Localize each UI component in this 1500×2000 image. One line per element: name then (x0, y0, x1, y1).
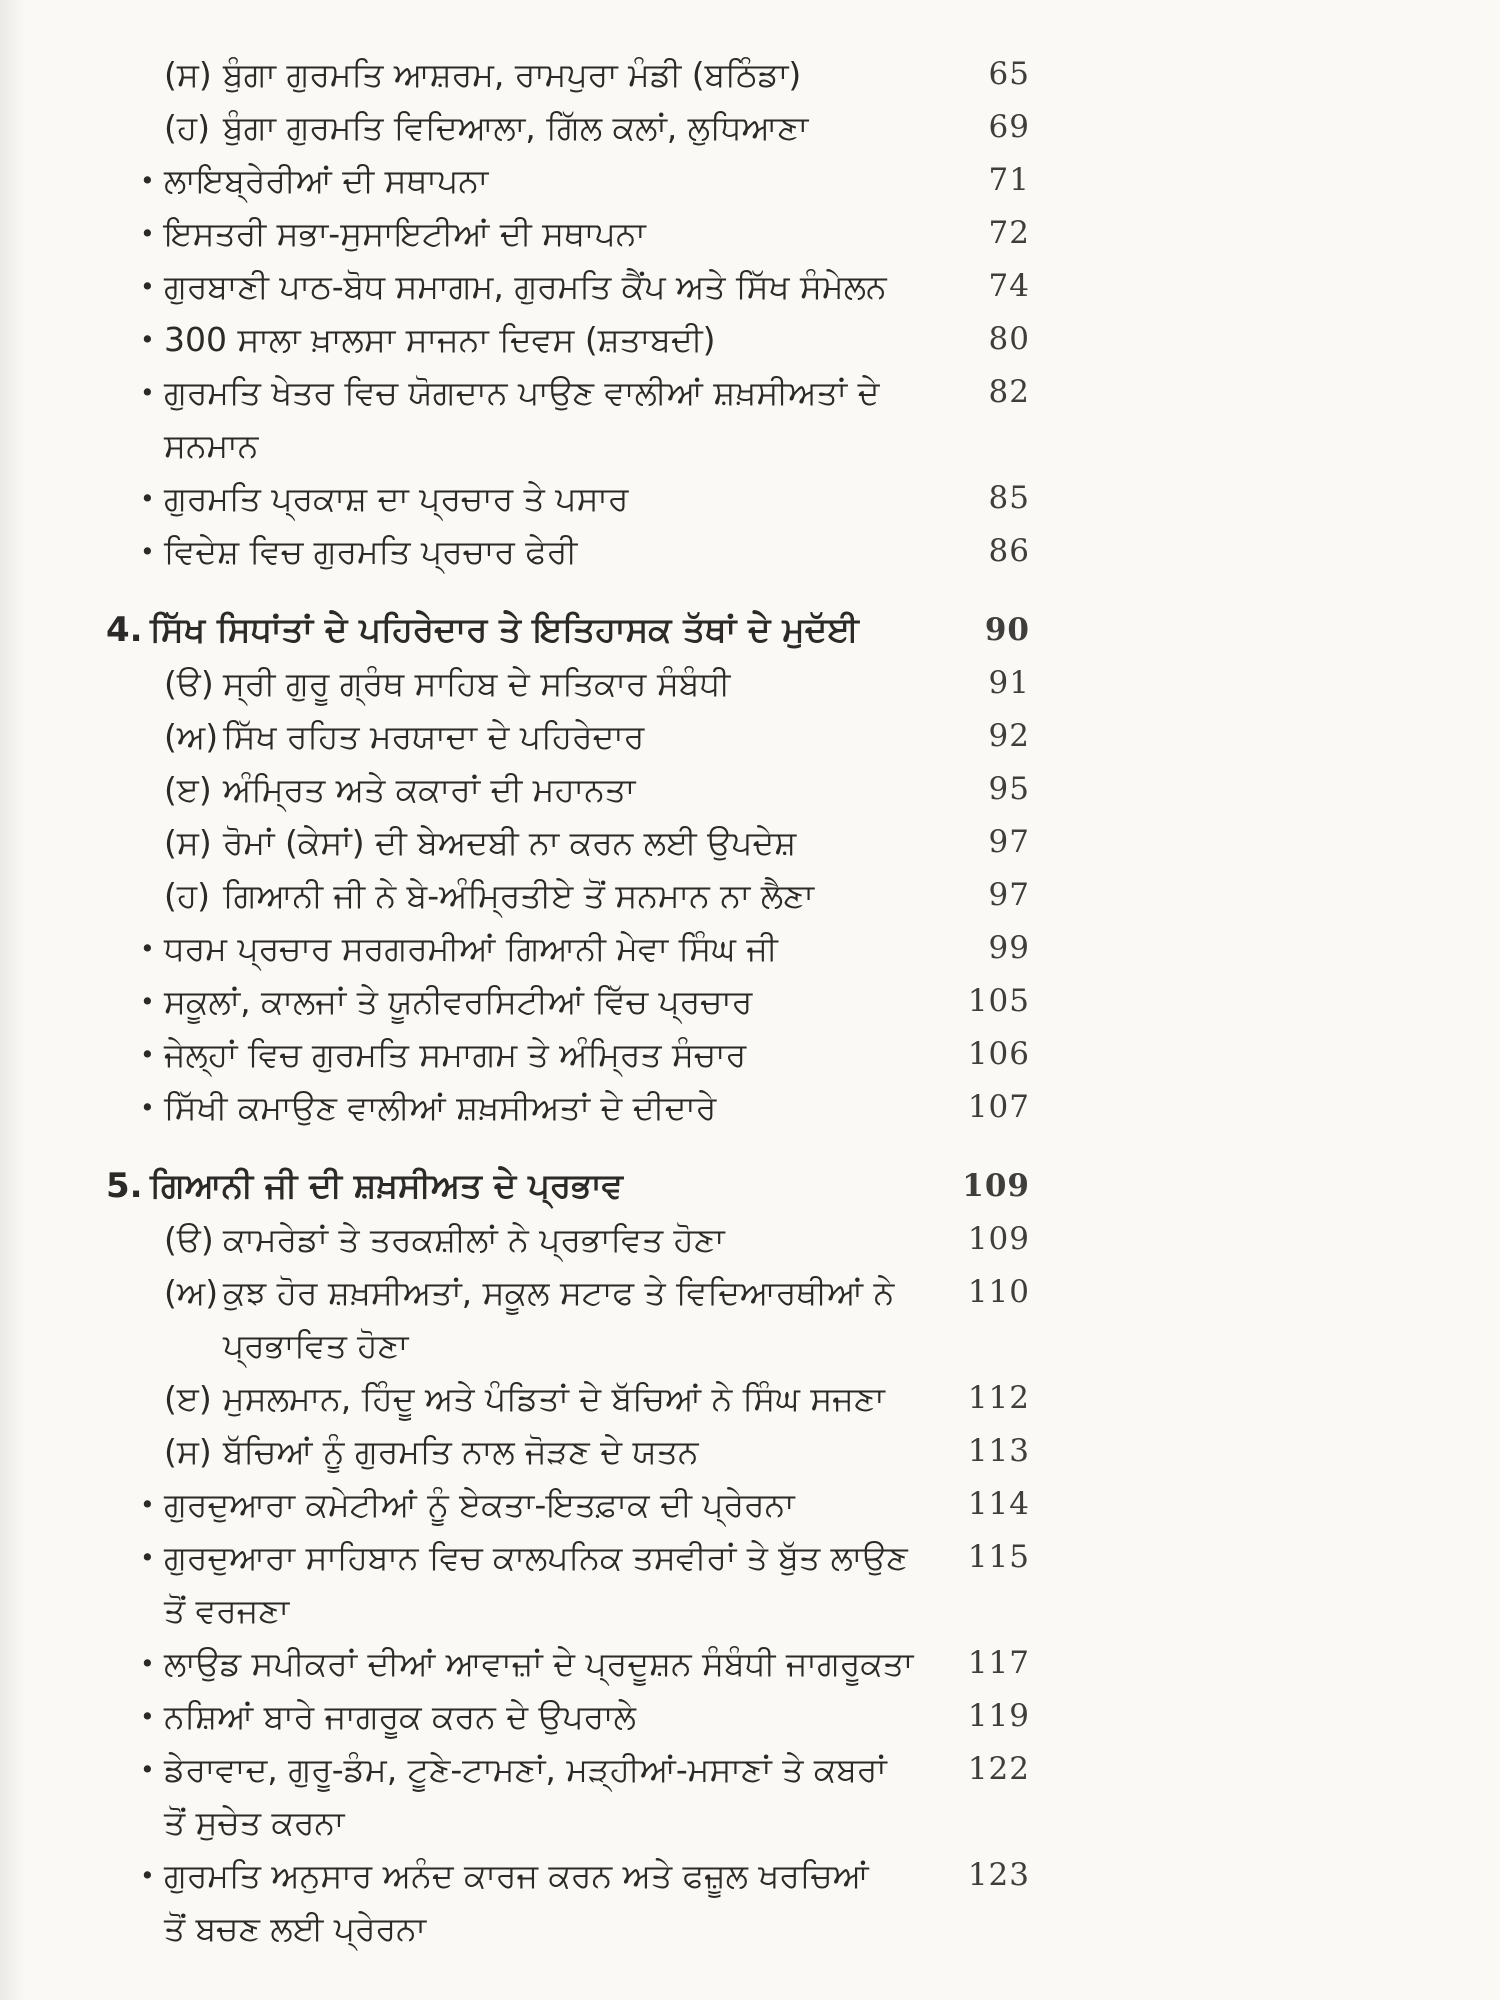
toc-item (106, 207, 1030, 260)
toc-item (106, 1849, 1030, 1955)
toc-item-page-number: 123 (967, 1857, 1030, 1893)
toc-item (106, 1743, 1030, 1849)
toc-item-page-number: 97 (988, 824, 1030, 860)
toc-item-page-number: 69 (988, 109, 1030, 145)
toc-item-title: ਗਿਆਨੀ ਜੀ ਨੇ ਬੇ-ਅੰਮ੍ਰਿਤੀਏ ਤੋਂ ਸਨਮਾਨ ਨਾ ਲੈਣਾ (223, 876, 815, 915)
toc-item-title-continuation: ਤੋਂ ਵਰਜਣਾ (164, 1591, 290, 1630)
bullet-icon: • (140, 537, 155, 566)
toc-item-title: ਸਿੱਖੀ ਕਮਾਉਣ ਵਾਲੀਆਂ ਸ਼ਖ਼ਸੀਅਤਾਂ ਦੇ ਦੀਦਾਰੇ (164, 1088, 717, 1127)
toc-item-marker: (ਸ) (164, 823, 212, 862)
toc-item-page-number: 122 (967, 1751, 1030, 1787)
bullet-icon: • (140, 1861, 155, 1890)
toc-item-page-number: 112 (967, 1380, 1030, 1416)
toc-item-title: ਸ੍ਰੀ ਗੁਰੂ ਗ੍ਰੰਥ ਸਾਹਿਬ ਦੇ ਸਤਿਕਾਰ ਸੰਬੰਧੀ (223, 664, 731, 703)
toc-item-title: ਬੁੰਗਾ ਗੁਰਮਤਿ ਆਸ਼ਰਮ, ਰਾਮਪੁਰਾ ਮੰਡੀ (ਬਠਿੰਡਾ) (223, 55, 802, 94)
toc-item-title: ਸਿੱਖ ਰਹਿਤ ਮਰਯਾਦਾ ਦੇ ਪਹਿਰੇਦਾਰ (223, 717, 645, 756)
toc-item-page-number: 71 (988, 162, 1030, 198)
bullet-icon: • (140, 1702, 155, 1731)
bullet-icon: • (140, 1040, 155, 1069)
toc-item-page-number: 90 (984, 612, 1030, 648)
toc-item-page-number: 91 (988, 665, 1030, 701)
toc-item (106, 525, 1030, 578)
toc-item-page-number: 109 (962, 1168, 1030, 1204)
toc-item-page-number: 117 (967, 1645, 1030, 1681)
bullet-icon: • (140, 272, 155, 301)
toc-item-page-number: 119 (967, 1698, 1030, 1734)
toc-item-marker: 5. (106, 1166, 143, 1206)
toc-item (106, 1478, 1030, 1531)
toc-item-page-number: 95 (988, 771, 1030, 807)
bullet-icon: • (140, 378, 155, 407)
toc-item-marker: (ਹ) (164, 108, 211, 147)
toc-item (106, 1531, 1030, 1637)
toc-item (106, 975, 1030, 1028)
toc-section-heading (106, 1160, 1030, 1213)
toc-item (106, 1028, 1030, 1081)
toc-item-title: ਗੁਰਦੁਆਰਾ ਕਮੇਟੀਆਂ ਨੂੰ ਏਕਤਾ-ਇਤਫ਼ਾਕ ਦੀ ਪ੍ਰੇਰਨਾ (164, 1485, 795, 1524)
toc-item-title: ਨਸ਼ਿਆਂ ਬਾਰੇ ਜਾਗਰੂਕ ਕਰਨ ਦੇ ਉਪਰਾਲੇ (164, 1697, 636, 1736)
toc-item-page-number: 85 (988, 480, 1030, 516)
toc-item-page-number: 105 (967, 983, 1030, 1019)
toc-item-title: ਅੰਮ੍ਰਿਤ ਅਤੇ ਕਕਾਰਾਂ ਦੀ ਮਹਾਨਤਾ (223, 770, 636, 809)
bullet-icon: • (140, 166, 155, 195)
bullet-icon: • (140, 1649, 155, 1678)
toc-item-marker: (ਸ) (164, 1432, 212, 1471)
toc-item-title: ਰੋਮਾਂ (ਕੇਸਾਂ) ਦੀ ਬੇਅਦਬੀ ਨਾ ਕਰਨ ਲਈ ਉਪਦੇਸ਼ (223, 823, 797, 862)
toc-item (106, 1081, 1030, 1134)
toc-item (106, 1637, 1030, 1690)
toc-item-title: ਮੁਸਲਮਾਨ, ਹਿੰਦੂ ਅਤੇ ਪੰਡਿਤਾਂ ਦੇ ਬੱਚਿਆਂ ਨੇ ਸਿੰਘ ਸਜਣਾ (223, 1379, 885, 1418)
toc-item-title: 300 ਸਾਲਾ ਖ਼ਾਲਸਾ ਸਾਜਨਾ ਦਿਵਸ (ਸ਼ਤਾਬਦੀ) (164, 320, 716, 359)
bullet-icon: • (140, 484, 155, 513)
toc-item (106, 313, 1030, 366)
toc-item-title: ਡੇਰਾਵਾਦ, ਗੁਰੂ-ਡੰਮ, ਟੂਣੇ-ਟਾਮਣਾਂ, ਮੜ੍ਹੀਆਂ-ਮਸਾਣਾਂ ਤੇ ਕਬਰਾਂ ਤੋਂ ਸੁਚੇਤ ਕਰਨਾ (164, 1743, 942, 1849)
toc-item-marker: (ਅ) (164, 717, 219, 756)
toc-item-page-number: 82 (988, 374, 1030, 410)
toc-item-marker: (ਅ) (164, 1273, 219, 1312)
toc-item-title: ਲਾਉਡ ਸਪੀਕਰਾਂ ਦੀਆਂ ਆਵਾਜ਼ਾਂ ਦੇ ਪ੍ਰਦੂਸ਼ਨ ਸੰਬੰਧੀ ਜਾਗਰੂਕਤਾ (164, 1644, 914, 1683)
toc-item (106, 48, 1030, 101)
toc-item-page-number: 80 (988, 321, 1030, 357)
toc-item-page-number: 74 (988, 268, 1030, 304)
toc-item-title: ਗਿਆਨੀ ਜੀ ਦੀ ਸ਼ਖ਼ਸੀਅਤ ਦੇ ਪ੍ਰਭਾਵ (150, 1166, 623, 1206)
toc-item (106, 763, 1030, 816)
toc-item-title: ਸਿੱਖ ਸਿਧਾਂਤਾਂ ਦੇ ਪਹਿਰੇਦਾਰ ਤੇ ਇਤਿਹਾਸਕ ਤੱਥਾਂ ਦੇ ਮੁਦੱਈ (150, 610, 859, 650)
toc-item-title: ਲਾਇਬ੍ਰੇਰੀਆਂ ਦੀ ਸਥਾਪਨਾ (164, 161, 489, 200)
toc-item (106, 710, 1030, 763)
toc-item-title-continuation: ਤੋਂ ਸੁਚੇਤ ਕਰਨਾ (164, 1803, 345, 1842)
toc-item-marker: 4. (106, 610, 143, 650)
toc-list (106, 48, 1030, 1955)
toc-item-page-number: 99 (988, 930, 1030, 966)
toc-item-page-number: 110 (967, 1274, 1030, 1310)
toc-item-page-number: 97 (988, 877, 1030, 913)
toc-item-page-number: 106 (967, 1036, 1030, 1072)
toc-item-page-number: 114 (967, 1486, 1030, 1522)
toc-item-title: ਕੁਝ ਹੋਰ ਸ਼ਖ਼ਸੀਅਤਾਂ, ਸਕੂਲ ਸਟਾਫ ਤੇ ਵਿਦਿਆਰਥੀਆਂ ਨੇ ਪ੍ਰਭਾਵਿਤ ਹੋਣਾ (223, 1266, 942, 1372)
toc-item-title: ਗੁਰਮਤਿ ਖੇਤਰ ਵਿਚ ਯੋਗਦਾਨ ਪਾਉਣ ਵਾਲੀਆਂ ਸ਼ਖ਼ਸੀਅਤਾਂ ਦੇ ਸਨਮਾਨ (164, 373, 880, 465)
toc-item-title: ਜੇਲ੍ਹਾਂ ਵਿਚ ਗੁਰਮਤਿ ਸਮਾਗਮ ਤੇ ਅੰਮ੍ਰਿਤ ਸੰਚਾਰ (164, 1035, 747, 1074)
toc-item-title: ਬੁੰਗਾ ਗੁਰਮਤਿ ਵਿਦਿਆਲਾ, ਗਿੱਲ ਕਲਾਂ, ਲੁਧਿਆਣਾ (223, 108, 809, 147)
toc-item-title: ਵਿਦੇਸ਼ ਵਿਚ ਗੁਰਮਤਿ ਪ੍ਰਚਾਰ ਫੇਰੀ (164, 532, 578, 571)
toc-item-title: ਸਕੂਲਾਂ, ਕਾਲਜਾਂ ਤੇ ਯੂਨੀਵਰਸਿਟੀਆਂ ਵਿੱਚ ਪ੍ਰਚਾਰ (164, 982, 753, 1021)
toc-item-title: ਗੁਰਦੁਆਰਾ ਸਾਹਿਬਾਨ ਵਿਚ ਕਾਲਪਨਿਕ ਤਸਵੀਰਾਂ ਤੇ ਬੁੱਤ ਲਾਉਣ ਤੋਂ ਵਰਜਣਾ (164, 1531, 942, 1637)
bullet-icon: • (140, 1543, 155, 1572)
toc-item (106, 101, 1030, 154)
toc-item-page-number: 113 (967, 1433, 1030, 1469)
toc-item-page-number: 107 (967, 1089, 1030, 1125)
bullet-icon: • (140, 1093, 155, 1122)
toc-item (106, 657, 1030, 710)
toc-item (106, 154, 1030, 207)
toc-item (106, 472, 1030, 525)
toc-item-marker: (ੳ) (164, 664, 214, 703)
toc-item (106, 922, 1030, 975)
toc-item (106, 260, 1030, 313)
toc-item (106, 1213, 1030, 1266)
toc-item-page-number: 72 (988, 215, 1030, 251)
toc-item (106, 816, 1030, 869)
toc-item-page-number: 92 (988, 718, 1030, 754)
toc-item-title: ਗੁਰਬਾਣੀ ਪਾਠ-ਬੋਧ ਸਮਾਗਮ, ਗੁਰਮਤਿ ਕੈਂਪ ਅਤੇ ਸਿੱਖ ਸੰਮੇਲਨ (164, 267, 887, 306)
toc-item-page-number: 65 (988, 56, 1030, 92)
toc-item (106, 1425, 1030, 1478)
toc-item (106, 366, 1030, 472)
toc-item (106, 869, 1030, 922)
toc-item-title: ਇਸਤਰੀ ਸਭਾ-ਸੁਸਾਇਟੀਆਂ ਦੀ ਸਥਾਪਨਾ (164, 214, 646, 253)
bullet-icon: • (140, 1755, 155, 1784)
toc-item-marker: (ੲ) (164, 770, 212, 809)
toc-item-page-number: 86 (988, 533, 1030, 569)
toc-item-title-continuation: ਪ੍ਰਭਾਵਿਤ ਹੋਣਾ (223, 1326, 409, 1365)
toc-section-heading (106, 604, 1030, 657)
toc-item-page-number: 109 (967, 1221, 1030, 1257)
toc-item-title: ਕਾਮਰੇਡਾਂ ਤੇ ਤਰਕਸ਼ੀਲਾਂ ਨੇ ਪ੍ਰਭਾਵਿਤ ਹੋਣਾ (223, 1220, 725, 1259)
toc-item-page-number: 115 (967, 1539, 1030, 1575)
toc-item-title-continuation: ਤੋਂ ਬਚਣ ਲਈ ਪ੍ਰੇਰਨਾ (164, 1909, 427, 1948)
toc-item-title: ਧਰਮ ਪ੍ਰਚਾਰ ਸਰਗਰਮੀਆਂ ਗਿਆਨੀ ਮੇਵਾ ਸਿੰਘ ਜੀ (164, 929, 778, 968)
toc-item (106, 1690, 1030, 1743)
bullet-icon: • (140, 934, 155, 963)
bullet-icon: • (140, 1490, 155, 1519)
bullet-icon: • (140, 987, 155, 1016)
toc-item-title: ਗੁਰਮਤਿ ਪ੍ਰਕਾਸ਼ ਦਾ ਪ੍ਰਚਾਰ ਤੇ ਪਸਾਰ (164, 479, 629, 518)
bullet-icon: • (140, 219, 155, 248)
toc-item-marker: (ੲ) (164, 1379, 212, 1418)
toc-item (106, 1266, 1030, 1372)
toc-item-marker: (ਹ) (164, 876, 211, 915)
toc-item (106, 1372, 1030, 1425)
toc-item-marker: (ਸ) (164, 55, 212, 94)
bullet-icon: • (140, 325, 155, 354)
toc-item-title: ਬੱਚਿਆਂ ਨੂੰ ਗੁਰਮਤਿ ਨਾਲ ਜੋੜਣ ਦੇ ਯਤਨ (223, 1432, 699, 1471)
toc-item-marker: (ੳ) (164, 1220, 214, 1259)
toc-item-title: ਗੁਰਮਤਿ ਅਨੁਸਾਰ ਅਨੰਦ ਕਾਰਜ ਕਰਨ ਅਤੇ ਫਜ਼ੂਲ ਖਰਚਿਆਂ ਤੋਂ ਬਚਣ ਲਈ ਪ੍ਰੇਰਨਾ (164, 1849, 942, 1955)
